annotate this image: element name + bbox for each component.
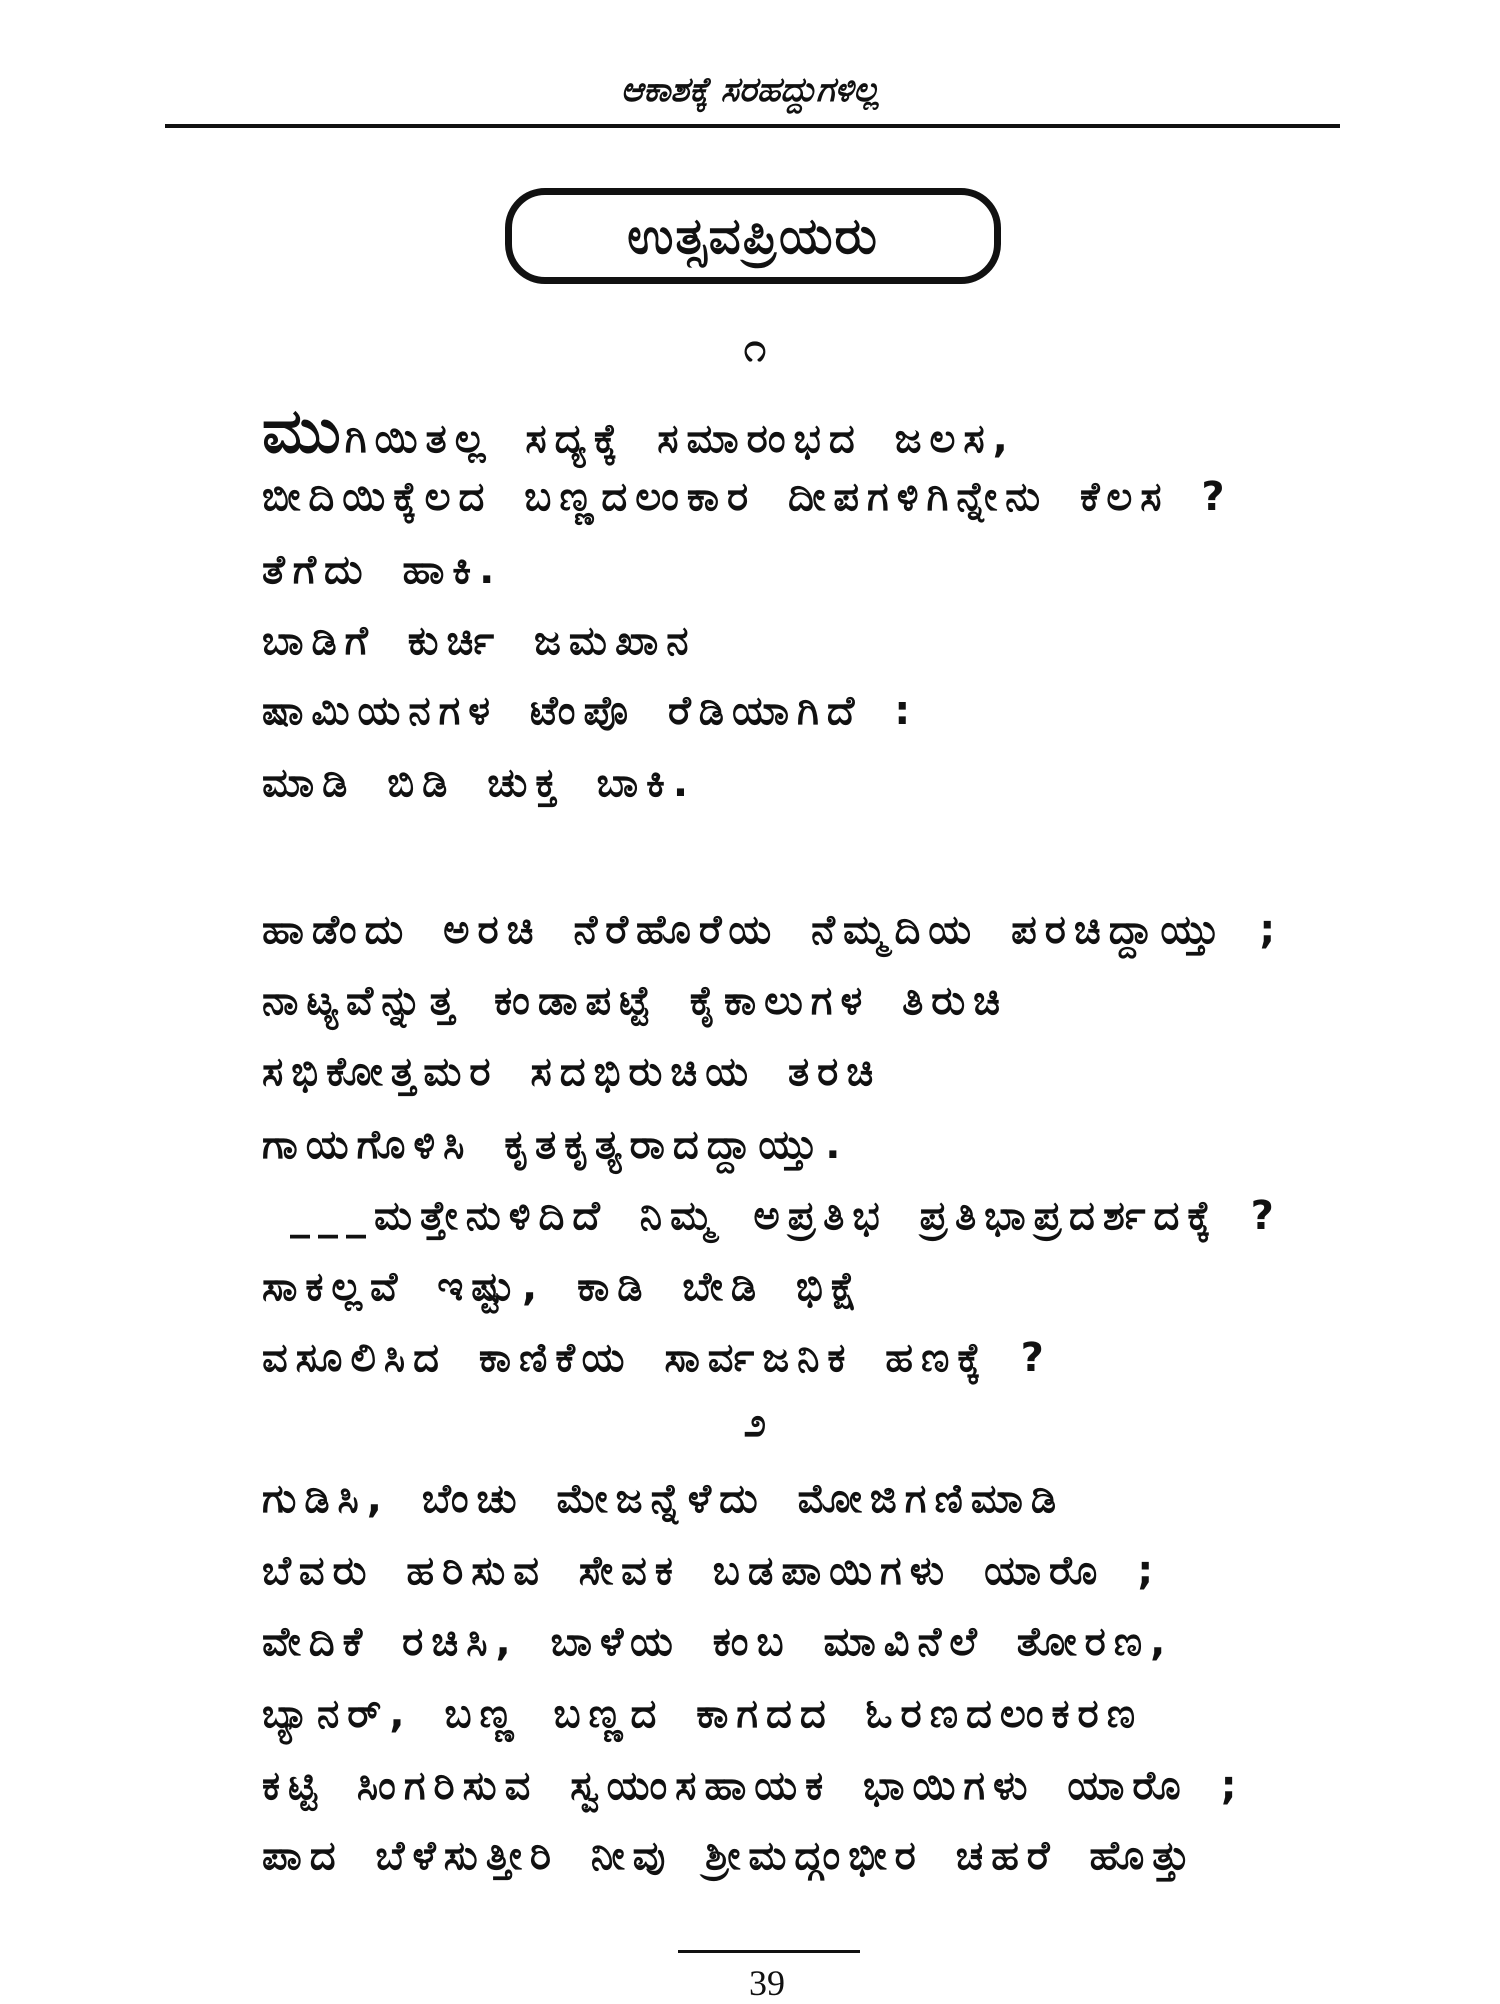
page-number: 39 [749,1963,785,2003]
section-number-2: ೨ [743,1400,767,1446]
verse-line: ___ಮತ್ತೇನುಳಿದಿದೆ ನಿಮ್ಮ ಅಪ್ರತಿಭ ಪ್ರತಿಭಾಪ್ರದರ್ಶದಕ್ಕೆ ? [290,1193,1282,1239]
footer-rule [678,1950,860,1953]
verse-line: ವೇದಿಕೆ ರಚಿಸಿ, ಬಾಳೆಯ ಕಂಬ ಮಾವಿನೆಲೆ ತೋರಣ, [262,1619,1174,1665]
verse-line: ಹಾಡೆಂದು ಅರಚಿ ನೆರೆಹೊರೆಯ ನೆಮ್ಮದಿಯ ಪರಚಿದ್ದಾಯ್ತು ; [262,907,1284,953]
verse-line: ಗುಡಿಸಿ, ಬೆಂಚು ಮೇಜನ್ನೆಳೆದು ಮೋಜಿಗಣಿಮಾಡಿ [262,1476,1065,1522]
section-number-1: ೧ [743,325,767,371]
first-line-text: ಗಿಯಿತಲ್ಲ ಸದ್ಯಕ್ಕೆ ಸಮಾರಂಭದ ಜಲಸ, [344,416,1016,462]
verse-line: ಬೆವರು ಹರಿಸುವ ಸೇವಕ ಬಡಪಾಯಿಗಳು ಯಾರೊ ; [262,1548,1162,1594]
verse-line [262,394,1016,467]
verse-line: ಸಾಕಲ್ಲವೆ ಇಷ್ಟು, ಕಾಡಿ ಬೇಡಿ ಭಿಕ್ಷೆ [262,1264,865,1310]
poem-title: ಉತ್ಸವಪ್ರಿಯರು [627,206,879,265]
running-header: ಆಕಾಶಕ್ಕೆ ಸರಹದ್ದುಗಳಿಲ್ಲ [620,70,880,110]
verse-line: ಗಾಯಗೊಳಿಸಿ ಕೃತಕೃತ್ಯರಾದದ್ದಾಯ್ತು. [262,1122,849,1168]
header-rule [165,124,1340,128]
verse-line: ಪಾದ ಬೆಳೆಸುತ್ತೀರಿ ನೀವು ಶ್ರೀಮದ್ಗಂಭೀರ ಚಹರೆ ಹೊತ್ತು [262,1833,1198,1879]
verse-line: ನಾಟ್ಯವೆನ್ನುತ್ತ ಕಂಡಾಪಟ್ಟೆ ಕೈಕಾಲುಗಳ ತಿರುಚಿ [262,978,1009,1024]
verse-line: ಬ್ಯಾನರ್, ಬಣ್ಣ ಬಣ್ಣದ ಕಾಗದದ ಓರಣದಲಂಕರಣ [262,1691,1144,1737]
verse-line: ಷಾಮಿಯನಗಳ ಟೆಂಪೊ ರೆಡಿಯಾಗಿದೆ : [262,688,919,734]
verse-line: ಸಭಿಕೋತ್ತಮರ ಸದಭಿರುಚಿಯ ತರಚಿ [262,1049,882,1095]
verse-line: ಬೀದಿಯಿಕ್ಕೆಲದ ಬಣ್ಣದಲಂಕಾರ ದೀಪಗಳಿಗಿನ್ನೇನು ಕೆಲಸ ? [262,474,1233,520]
drop-cap: ಮು [262,394,345,467]
verse-line: ಕಟ್ಟಿ ಸಿಂಗರಿಸುವ ಸ್ವಯಂಸಹಾಯಕ ಭಾಯಿಗಳು ಯಾರೊ ; [262,1763,1245,1809]
verse-line: ಮಾಡಿ ಬಿಡಿ ಚುಕ್ತ ಬಾಕಿ. [262,760,697,806]
poem-title-frame [505,188,1001,284]
verse-line: ತೆಗೆದು ಹಾಕಿ. [262,547,503,593]
verse-line: ವಸೂಲಿಸಿದ ಕಾಣಿಕೆಯ ಸಾರ್ವಜನಿಕ ಹಣಕ್ಕೆ ? [262,1335,1052,1381]
verse-line: ಬಾಡಿಗೆ ಕುರ್ಚಿ ಜಮಖಾನ [262,618,697,664]
